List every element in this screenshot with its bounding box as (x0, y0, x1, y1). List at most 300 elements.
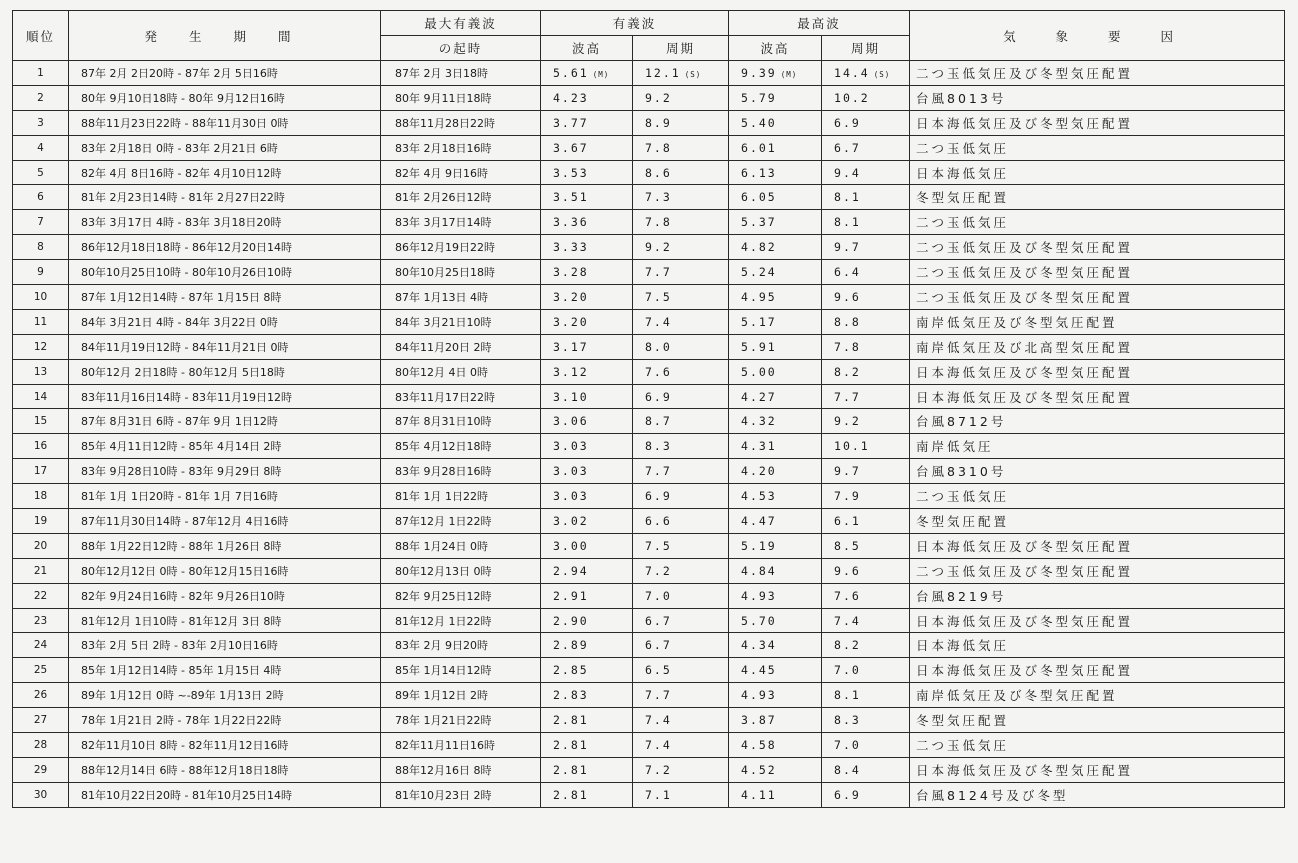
max-height-cell (729, 61, 822, 86)
sig-height-cell-text: 2.85 (553, 663, 589, 678)
rank-cell-text: 20 (33, 539, 48, 552)
cause-cell (910, 285, 1285, 310)
max-period-cell-text: 6.4 (834, 265, 861, 280)
cause-cell-text: 南岸低気圧 (916, 439, 994, 455)
max-time-cell-text: 89年 1月12日 2時 (395, 689, 488, 703)
period-cell-text: 78年 1月21日 2時 - 78年 1月22日22時 (81, 714, 282, 728)
rank-cell-text: 5 (37, 166, 44, 179)
rank-cell-text: 10 (33, 290, 48, 303)
cause-cell-text: 二つ玉低気圧及び冬型気圧配置 (916, 240, 1134, 256)
max-height-cell (729, 533, 822, 558)
max-height-cell-text: 9.39 (741, 65, 777, 80)
cause-cell (910, 683, 1285, 708)
sig-height-cell (541, 509, 633, 534)
period-cell (69, 658, 381, 683)
rank-cell (13, 85, 69, 110)
cause-cell (910, 708, 1285, 733)
sig-period-cell-text: 7.7 (645, 688, 672, 703)
sig-period-cell (633, 583, 729, 608)
period-cell (69, 359, 381, 384)
rank-cell (13, 61, 69, 86)
table-body (13, 61, 1285, 808)
wave-ranking-table (12, 10, 1285, 808)
sig-period-cell (633, 633, 729, 658)
max-time-cell (381, 558, 541, 583)
max-height-cell-text: 5.40 (741, 115, 777, 130)
max-period-cell-text: 9.7 (834, 464, 861, 479)
table-row (13, 533, 1285, 558)
cause-cell (910, 260, 1285, 285)
sig-period-cell (633, 608, 729, 633)
sig-period-cell (633, 384, 729, 409)
table-header (13, 11, 1285, 61)
sig-period-cell-text: 7.2 (645, 762, 672, 777)
period-cell-text: 80年10月25日10時 - 80年10月26日10時 (81, 266, 292, 280)
sig-period-cell (633, 359, 729, 384)
max-time-cell (381, 757, 541, 782)
sig-height-cell-text: 4.23 (553, 90, 589, 105)
sig-height-cell (541, 459, 633, 484)
max-period-cell (822, 110, 910, 135)
max-height-cell-text: 4.58 (741, 737, 777, 752)
cause-cell-text: 台風8310号 (916, 464, 1007, 480)
max-height-cell-text: 4.31 (741, 439, 777, 454)
sig-period-cell (633, 260, 729, 285)
rank-cell (13, 334, 69, 359)
max-time-cell (381, 384, 541, 409)
sig-height-cell (541, 285, 633, 310)
max-period-cell (822, 235, 910, 260)
cause-cell (910, 558, 1285, 583)
max-time-cell-text: 83年11月17日22時 (395, 390, 495, 404)
cause-cell-text: 南岸低気圧及び冬型気圧配置 (916, 314, 1118, 330)
max-time-cell (381, 434, 541, 459)
sig-period-cell-text: 7.8 (645, 215, 672, 230)
period-cell (69, 210, 381, 235)
rank-cell (13, 533, 69, 558)
max-period-cell-text: 8.3 (834, 713, 861, 728)
max-period-cell (822, 658, 910, 683)
rank-cell-text: 1 (37, 66, 44, 79)
sig-height-cell-text: 2.81 (553, 762, 589, 777)
sig-period-cell-text: 6.5 (645, 663, 672, 678)
sig-height-cell (541, 210, 633, 235)
table-row (13, 185, 1285, 210)
cause-cell-text: 台風8013号 (916, 90, 1007, 106)
rank-cell-text: 26 (33, 689, 48, 702)
rank-cell-text: 3 (37, 116, 44, 129)
max-time-cell-text: 83年 2月 9日20時 (395, 639, 488, 653)
header-max-period: 周期 (822, 36, 910, 61)
max-height-cell-text: 4.34 (741, 638, 777, 653)
sig-period-cell-text: 9.2 (645, 90, 672, 105)
max-time-cell-text: 87年 2月 3日18時 (395, 66, 488, 80)
header-period: 発 生 期 間 (69, 11, 381, 61)
rank-cell-text: 8 (37, 241, 44, 254)
sig-period-cell (633, 285, 729, 310)
cause-cell (910, 757, 1285, 782)
cause-cell-text: 二つ玉低気圧及び冬型気圧配置 (916, 563, 1134, 579)
header-sig-period: 周期 (633, 36, 729, 61)
max-time-cell (381, 110, 541, 135)
period-cell (69, 633, 381, 658)
cause-cell-text: 二つ玉低気圧及び冬型気圧配置 (916, 265, 1134, 281)
table-row (13, 757, 1285, 782)
max-period-cell-text: 8.4 (834, 762, 861, 777)
max-time-cell-text: 81年 1月 1日22時 (395, 490, 488, 504)
sig-height-cell (541, 384, 633, 409)
max-height-cell-text: 4.52 (741, 762, 777, 777)
table-row (13, 210, 1285, 235)
max-height-cell-text: 5.17 (741, 314, 777, 329)
max-time-cell (381, 583, 541, 608)
sig-period-cell-text: 7.4 (645, 737, 672, 752)
cause-cell-text: 南岸低気圧及び北高型気圧配置 (916, 339, 1134, 355)
table-row (13, 434, 1285, 459)
max-time-cell (381, 210, 541, 235)
table-row (13, 658, 1285, 683)
cause-cell (910, 509, 1285, 534)
sig-height-cell (541, 434, 633, 459)
max-period-cell-text: 6.7 (834, 140, 861, 155)
max-height-cell (729, 285, 822, 310)
max-period-cell (822, 160, 910, 185)
rank-cell (13, 185, 69, 210)
table-row (13, 85, 1285, 110)
sig-period-cell-text: 6.9 (645, 389, 672, 404)
period-cell (69, 309, 381, 334)
rank-cell-text: 27 (33, 714, 48, 727)
period-cell-text: 81年 2月23日14時 - 81年 2月27日22時 (81, 191, 285, 205)
max-period-cell-text: 6.9 (834, 115, 861, 130)
sig-period-cell-text: 6.7 (645, 613, 672, 628)
sig-period-cell-text: 12.1 (645, 65, 681, 80)
max-height-cell-text: 4.93 (741, 588, 777, 603)
header-maximum-wave: 最高波 (729, 11, 910, 36)
rank-cell (13, 235, 69, 260)
rank-cell (13, 359, 69, 384)
sig-height-cell-text: 3.10 (553, 389, 589, 404)
max-time-cell (381, 160, 541, 185)
period-cell-text: 83年 9月28日10時 - 83年 9月29日 8時 (81, 465, 282, 479)
sig-height-cell-text: 3.67 (553, 140, 589, 155)
period-cell-text: 82年11月10日 8時 - 82年11月12日16時 (81, 738, 289, 752)
period-cell-text: 88年11月23日22時 - 88年11月30日 0時 (81, 116, 289, 130)
unit-label: (M) (592, 69, 610, 79)
period-cell (69, 285, 381, 310)
rank-cell (13, 633, 69, 658)
max-height-cell-text: 5.91 (741, 339, 777, 354)
max-height-cell-text: 5.00 (741, 364, 777, 379)
table-row (13, 61, 1285, 86)
max-period-cell (822, 210, 910, 235)
period-cell-text: 83年11月16日14時 - 83年11月19日12時 (81, 390, 292, 404)
max-period-cell-text: 7.0 (834, 737, 861, 752)
max-height-cell (729, 509, 822, 534)
max-height-cell-text: 4.47 (741, 513, 777, 528)
sig-height-cell-text: 3.06 (553, 414, 589, 429)
sig-height-cell-text: 3.00 (553, 538, 589, 553)
max-time-cell-text: 80年 9月11日18時 (395, 91, 492, 105)
cause-cell-text: 台風8124号及び冬型 (916, 787, 1069, 803)
sig-height-cell-text: 3.28 (553, 265, 589, 280)
period-cell (69, 708, 381, 733)
rank-cell (13, 658, 69, 683)
sig-height-cell-text: 2.89 (553, 638, 589, 653)
period-cell-text: 88年 1月22日12時 - 88年 1月26日 8時 (81, 539, 282, 553)
max-period-cell-text: 8.8 (834, 314, 861, 329)
max-time-cell-text: 84年 3月21日10時 (395, 315, 492, 329)
max-period-cell-text: 7.6 (834, 588, 861, 603)
cause-cell (910, 61, 1285, 86)
max-height-cell-text: 4.93 (741, 688, 777, 703)
rank-cell (13, 608, 69, 633)
rank-cell-text: 16 (33, 440, 48, 453)
max-height-cell-text: 4.82 (741, 240, 777, 255)
max-height-cell (729, 260, 822, 285)
max-height-cell-text: 6.01 (741, 140, 777, 155)
period-cell (69, 85, 381, 110)
max-period-cell-text: 8.1 (834, 215, 861, 230)
cause-cell (910, 583, 1285, 608)
max-period-cell-text: 9.4 (834, 165, 861, 180)
max-time-cell (381, 409, 541, 434)
sig-period-cell-text: 9.2 (645, 240, 672, 255)
max-time-cell (381, 309, 541, 334)
sig-period-cell-text: 8.6 (645, 165, 672, 180)
header-cause: 気 象 要 因 (910, 11, 1285, 61)
rank-cell-text: 9 (37, 266, 44, 279)
sig-height-cell-text: 3.36 (553, 215, 589, 230)
rank-cell (13, 210, 69, 235)
max-height-cell (729, 608, 822, 633)
sig-height-cell (541, 708, 633, 733)
max-period-cell (822, 633, 910, 658)
sig-period-cell (633, 459, 729, 484)
max-height-cell (729, 782, 822, 807)
header-max-time-line2: の起時 (381, 36, 541, 61)
period-cell (69, 608, 381, 633)
sig-height-cell-text: 3.53 (553, 165, 589, 180)
max-height-cell-text: 4.95 (741, 289, 777, 304)
max-time-cell (381, 260, 541, 285)
table-row (13, 359, 1285, 384)
sig-period-cell-text: 7.4 (645, 314, 672, 329)
sig-period-cell-text: 7.0 (645, 588, 672, 603)
sig-height-cell (541, 683, 633, 708)
period-cell-text: 85年 1月12日14時 - 85年 1月15日 4時 (81, 664, 282, 678)
max-time-cell-text: 81年 2月26日12時 (395, 191, 492, 205)
cause-cell-text: 冬型気圧配置 (916, 190, 1010, 206)
sig-period-cell (633, 334, 729, 359)
sig-height-cell (541, 359, 633, 384)
cause-cell-text: 冬型気圧配置 (916, 513, 1010, 529)
rank-cell-text: 17 (33, 465, 48, 478)
sig-height-cell-text: 2.94 (553, 563, 589, 578)
max-period-cell (822, 285, 910, 310)
cause-cell-text: 二つ玉低気圧及び冬型気圧配置 (916, 289, 1134, 305)
max-period-cell-text: 7.4 (834, 613, 861, 628)
max-period-cell (822, 733, 910, 758)
cause-cell-text: 日本海低気圧及び冬型気圧配置 (916, 364, 1134, 380)
period-cell-text: 81年12月 1日10時 - 81年12月 3日 8時 (81, 614, 282, 628)
period-cell (69, 185, 381, 210)
sig-period-cell-text: 7.7 (645, 464, 672, 479)
cause-cell (910, 309, 1285, 334)
table-row (13, 633, 1285, 658)
max-period-cell-text: 7.7 (834, 389, 861, 404)
rank-cell (13, 309, 69, 334)
sig-height-cell (541, 235, 633, 260)
rank-cell-text: 13 (33, 365, 48, 378)
rank-cell (13, 434, 69, 459)
sig-height-cell (541, 583, 633, 608)
table-row (13, 484, 1285, 509)
sig-height-cell-text: 5.61 (553, 65, 589, 80)
max-period-cell-text: 8.2 (834, 364, 861, 379)
period-cell-text: 89年 1月12日 0時 ~-89年 1月13日 2時 (81, 689, 284, 703)
cause-cell-text: 日本海低気圧及び冬型気圧配置 (916, 762, 1134, 778)
period-cell (69, 683, 381, 708)
max-time-cell-text: 82年11月11日16時 (395, 738, 495, 752)
max-height-cell-text: 4.11 (741, 787, 777, 802)
table-row (13, 558, 1285, 583)
sig-height-cell (541, 135, 633, 160)
sig-period-cell (633, 733, 729, 758)
sig-period-cell (633, 434, 729, 459)
max-time-cell (381, 185, 541, 210)
max-height-cell (729, 110, 822, 135)
sig-height-cell (541, 160, 633, 185)
cause-cell-text: 二つ玉低気圧 (916, 140, 1010, 156)
sig-period-cell (633, 683, 729, 708)
unit-label: (S) (873, 69, 891, 79)
cause-cell-text: 日本海低気圧 (916, 638, 1010, 654)
sig-height-cell (541, 658, 633, 683)
table-row (13, 782, 1285, 807)
max-time-cell-text: 88年12月16日 8時 (395, 763, 492, 777)
max-height-cell-text: 4.20 (741, 464, 777, 479)
table-row (13, 509, 1285, 534)
period-cell (69, 757, 381, 782)
max-period-cell-text: 10.1 (834, 439, 870, 454)
max-time-cell-text: 87年12月 1日22時 (395, 514, 492, 528)
period-cell (69, 459, 381, 484)
period-cell-text: 87年 1月12日14時 - 87年 1月15日 8時 (81, 290, 282, 304)
rank-cell-text: 4 (37, 141, 44, 154)
sig-period-cell (633, 85, 729, 110)
max-time-cell-text: 85年 1月14日12時 (395, 664, 492, 678)
cause-cell (910, 85, 1285, 110)
sig-height-cell (541, 85, 633, 110)
rank-cell-text: 18 (33, 490, 48, 503)
max-height-cell (729, 633, 822, 658)
sig-height-cell (541, 608, 633, 633)
max-period-cell (822, 409, 910, 434)
period-cell (69, 334, 381, 359)
sig-period-cell (633, 61, 729, 86)
max-time-cell-text: 81年12月 1日22時 (395, 614, 492, 628)
max-period-cell (822, 484, 910, 509)
max-period-cell (822, 683, 910, 708)
cause-cell-text: 二つ玉低気圧 (916, 737, 1010, 753)
period-cell (69, 558, 381, 583)
max-height-cell-text: 5.37 (741, 215, 777, 230)
sig-period-cell (633, 210, 729, 235)
max-period-cell-text: 9.6 (834, 289, 861, 304)
sig-period-cell (633, 160, 729, 185)
period-cell (69, 733, 381, 758)
sig-height-cell (541, 533, 633, 558)
sig-height-cell-text: 2.90 (553, 613, 589, 628)
period-cell-text: 81年10月22日20時 - 81年10月25日14時 (81, 788, 292, 802)
max-height-cell (729, 135, 822, 160)
table-row (13, 110, 1285, 135)
sig-height-cell-text: 2.81 (553, 713, 589, 728)
cause-cell (910, 533, 1285, 558)
sig-period-cell-text: 8.9 (645, 115, 672, 130)
rank-cell-text: 25 (33, 664, 48, 677)
table-row (13, 384, 1285, 409)
cause-cell (910, 484, 1285, 509)
cause-cell-text: 日本海低気圧及び冬型気圧配置 (916, 115, 1134, 131)
sig-period-cell (633, 110, 729, 135)
table-row (13, 235, 1285, 260)
max-time-cell (381, 782, 541, 807)
period-cell (69, 533, 381, 558)
table-row (13, 160, 1285, 185)
period-cell-text: 83年 3月17日 4時 - 83年 3月18日20時 (81, 216, 282, 230)
max-height-cell (729, 85, 822, 110)
max-period-cell (822, 708, 910, 733)
rank-cell-text: 11 (33, 315, 48, 328)
max-time-cell-text: 80年12月13日 0時 (395, 564, 492, 578)
unit-label: (M) (780, 69, 798, 79)
sig-height-cell (541, 110, 633, 135)
sig-height-cell (541, 757, 633, 782)
max-height-cell (729, 185, 822, 210)
max-time-cell (381, 359, 541, 384)
max-time-cell (381, 683, 541, 708)
sig-height-cell-text: 3.03 (553, 489, 589, 504)
rank-cell-text: 12 (33, 340, 48, 353)
period-cell-text: 84年11月19日12時 - 84年11月21日 0時 (81, 340, 289, 354)
sig-period-cell (633, 409, 729, 434)
max-period-cell (822, 583, 910, 608)
period-cell (69, 434, 381, 459)
sig-period-cell-text: 6.7 (645, 638, 672, 653)
sig-period-cell (633, 558, 729, 583)
max-height-cell-text: 4.53 (741, 489, 777, 504)
max-time-cell-text: 87年 1月13日 4時 (395, 290, 488, 304)
sig-height-cell-text: 3.51 (553, 190, 589, 205)
sig-height-cell-text: 3.20 (553, 314, 589, 329)
table-row (13, 334, 1285, 359)
max-time-cell-text: 85年 4月12日18時 (395, 440, 492, 454)
max-period-cell (822, 782, 910, 807)
max-period-cell (822, 309, 910, 334)
rank-cell-text: 19 (33, 514, 48, 527)
table-row (13, 260, 1285, 285)
max-height-cell-text: 3.87 (741, 713, 777, 728)
rank-cell (13, 110, 69, 135)
sig-period-cell-text: 8.3 (645, 439, 672, 454)
cause-cell (910, 185, 1285, 210)
table-row (13, 309, 1285, 334)
cause-cell (910, 733, 1285, 758)
max-height-cell (729, 757, 822, 782)
rank-cell (13, 409, 69, 434)
